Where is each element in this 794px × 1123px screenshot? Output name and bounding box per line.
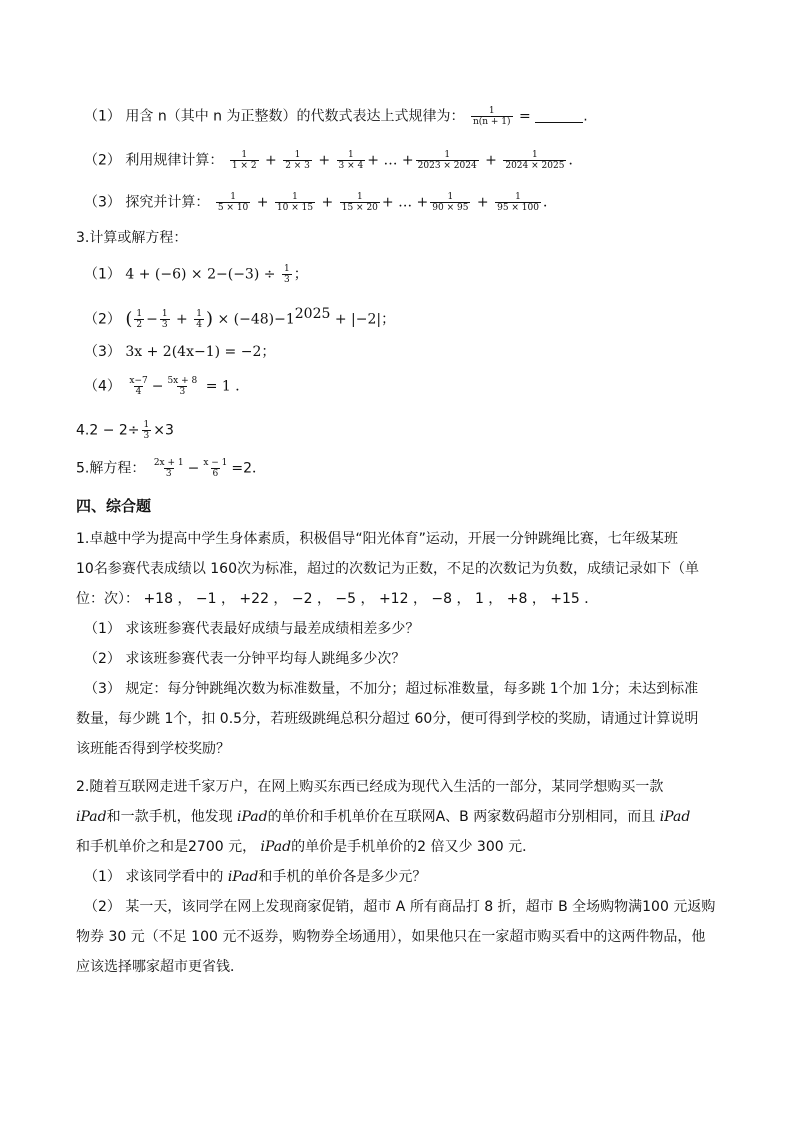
fraction: $\frac{1}{n(n + 1)}$: [472, 106, 511, 127]
sub-question-3: （3） 探究并计算： $\frac{1}{5 \times 10}$ + $\frac{1}{10 \times 15}$ + $\frac{1}{15 \times 20}$ + … + $\frac{1}{90 \times 95}$ + $\frac{1}{95 \times 100}$ ．: [84, 192, 557, 213]
fraction: $\frac{1}{5 \times 10}$: [217, 192, 249, 213]
answer-blank: [535, 110, 583, 123]
fraction: $\frac{x-7}{4}$: [129, 376, 148, 397]
fraction: $\frac{1}{3 \times 4}$: [338, 150, 364, 171]
fraction: $\frac{1}{90 \times 95}$: [432, 192, 469, 213]
problem-text: 物券 30 元（不足 100 元不返券，购物券全场通用），如果他只在一家超市购买看中的这两件物品，他: [76, 929, 706, 945]
question-4: 4.2 − 2÷ $\frac{1}{3}$ ×3: [76, 420, 174, 441]
sub-question-1: （1） 用含 n（其中 n 为正整数）的代数式表达上式规律为： $\frac{1}{n(n + 1)}$ = .: [84, 106, 588, 127]
fraction: $\frac{1}{2024 \times 2025}$: [505, 150, 565, 171]
equation-3: （3） 3x + 2(4x−1) = −2；: [84, 344, 276, 360]
fraction: $\frac{1}{2}$: [136, 309, 143, 331]
fraction: $\frac{x - 1}{6}$: [203, 458, 228, 479]
fraction: $\frac{1}{2 \times 3}$: [285, 150, 310, 171]
section-3-title: 3.计算或解方程：: [76, 230, 188, 246]
sub-question: （2） 某一天，该同学在网上发现商家促销，超市 A 所有商品打 8 折，超市 B 全场购物满100 元返购: [84, 899, 716, 915]
sub-question: （1） 求该同学看中的 iPad和手机的单价各是多少元？: [84, 869, 427, 885]
question-number: （3）: [84, 194, 121, 211]
fraction: $\frac{2x + 1}{3}$: [153, 458, 184, 479]
sub-question: （2） 求该班参赛代表一分钟平均每人跳绳多少次？: [84, 651, 406, 667]
question-5: 5.解方程： $\frac{2x + 1}{3}$ − $\frac{x - 1}{6}$ =2．: [76, 458, 267, 479]
problem-text: 10名参赛代表成绩以 160次为标准，超过的次数记为正数，不足的次数记为负数，成绩记录如下（单: [76, 561, 699, 577]
fraction: $\frac{1}{2023 \times 2024}$: [417, 150, 477, 171]
problem-text: 数量，每少跳 1个，扣 0.5分，若班级跳绳总积分超过 60分，便可得到学校的奖励，请通过计算说明: [76, 711, 699, 727]
problem-text: 2.随着互联网走进千家万户，在网上购买东西已经成为现代入生活的一部分，某同学想购买一款: [76, 779, 664, 795]
fraction: $\frac{1}{3}$: [161, 309, 168, 331]
problem-text: 1.卓越中学为提高中学生身体素质，积极倡导“阳光体育”运动，开展一分钟跳绳比赛，七年级某班: [76, 531, 678, 547]
question-text: 利用规律计算：: [125, 152, 224, 169]
fraction: $\frac{1}{95 \times 100}$: [497, 192, 539, 213]
sub-question: （1） 求该班参赛代表最好成绩与最差成绩相差多少？: [84, 621, 420, 637]
question-text: 探究并计算：: [125, 194, 210, 211]
question-number: （2）: [84, 152, 121, 169]
fraction: $\frac{1}{3}$: [143, 420, 150, 441]
sub-question: （3） 规定：每分钟跳绳次数为标准数量，不加分；超过标准数量，每多跳 1个加 1分；未达到标准: [84, 681, 699, 697]
fraction: $\frac{1}{10 \times 15}$: [276, 192, 314, 213]
question-number: （1）: [84, 108, 121, 125]
equation-1: （1） 4 + (−6) × 2−(−3) ÷ $\frac{1}{3}$ ；: [84, 264, 308, 285]
problem-text: 位：次）： +18 ， −1 ， +22 ， −2 ， −5 ， +12 ， −8 ， 1 ， +8 ， +15 ．: [76, 591, 599, 607]
fraction: $\frac{1}{4}$: [196, 309, 202, 331]
fraction: $\frac{1}{1 \times 2}$: [231, 150, 257, 171]
problem-text: 应该选择哪家超市更省钱．: [76, 959, 244, 975]
fraction: $\frac{1}{3}$: [283, 264, 290, 285]
problem-text: 和手机单价之和是2700 元， iPad的单价是手机单价的2 倍又少 300 元．: [76, 839, 537, 855]
question-text: 用含 n（其中 n 为正整数）的代数式表达上式规律为：: [125, 108, 465, 125]
section-heading: 四、综合题: [76, 497, 152, 515]
sub-question-2: （2） 利用规律计算： $\frac{1}{1 \times 2}$ + $\frac{1}{2 \times 3}$ + $\frac{1}{3 \times 4}$ + … + $\frac{1}{2023 \times 2024}$ + $\frac{1}{2024 \times 2025}$ ．: [84, 150, 583, 171]
equation-2: （2） ( $\frac{1}{2}$ − $\frac{1}{3}$ + $\frac{1}{4}$ ) × $(-48)-1^{2025} + |-2|$；: [84, 306, 396, 331]
problem-1: [76, 524, 726, 764]
equation-4: （4） $\frac{x-7}{4}$ − $\frac{5x + 8}{3}$ = 1 ．: [84, 376, 250, 397]
fraction: $\frac{1}{15 \times 20}$: [341, 192, 378, 213]
problem-text: 该班能否得到学校奖励？: [76, 741, 230, 757]
fraction: $\frac{5x + 8}{3}$: [167, 376, 198, 397]
problem-text: iPad和一款手机，他发现 iPad的单价和手机单价在互联网A、B 两家数码超市分别相同，而且 iPad: [76, 809, 691, 825]
problem-2: [76, 772, 726, 982]
